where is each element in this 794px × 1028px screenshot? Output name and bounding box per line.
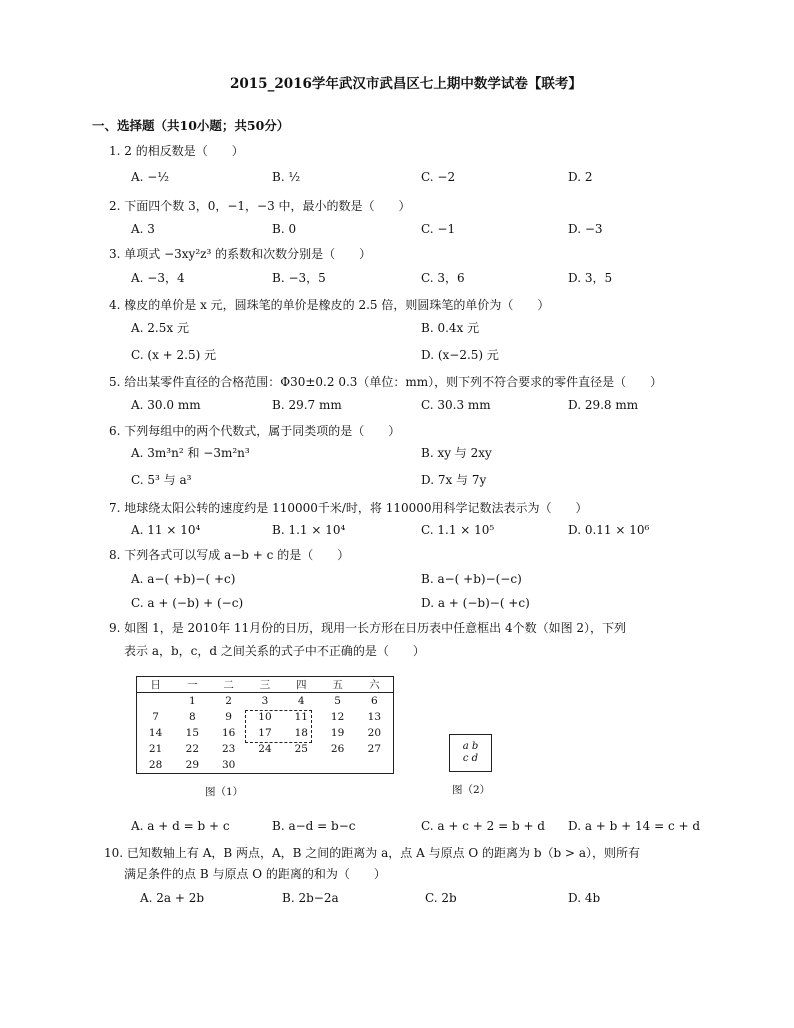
figure-1-caption: 图（1）: [205, 786, 244, 798]
question-10-option-b: B. 2b−2a: [282, 891, 339, 905]
question-10-option-a: A. 2a + 2b: [140, 891, 205, 905]
question-8-option-c: C. a + (−b) + (−c): [131, 596, 244, 610]
figure-2-row-2: c d: [462, 753, 479, 764]
calendar-cell: 5: [334, 695, 341, 707]
calendar-header: 三: [247, 677, 283, 693]
calendar-cell: 20: [367, 726, 382, 739]
calendar-cell: 21: [148, 742, 163, 755]
question-10-option-c: C. 2b: [425, 891, 457, 905]
calendar-cell: 2: [225, 695, 232, 707]
question-8-option-a: A. a−( +b)−( +c): [131, 572, 236, 586]
calendar-cell: [137, 693, 175, 710]
question-10-stem-line1: 10. 已知数轴上有 A，B 两点，A，B 之间的距离为 a，点 A 与原点 O 的距离为 b（b > a），则所有: [104, 846, 641, 860]
calendar-cell: 28: [148, 758, 163, 771]
question-10-option-d: D. 4b: [568, 891, 601, 905]
calendar-cell: 12: [330, 711, 345, 723]
calendar-cell: 15: [185, 726, 200, 739]
question-6-stem: 6. 下列每组中的两个代数式，属于同类项的是（ ）: [109, 424, 401, 438]
calendar-cell: 9: [225, 711, 232, 723]
question-5-option-d: D. 29.8 mm: [568, 398, 639, 412]
calendar-cell: [283, 757, 319, 774]
question-4-option-a: A. 2.5x 元: [131, 321, 189, 335]
question-2-option-a: A. 3: [131, 222, 155, 236]
question-4-option-b: B. 0.4x 元: [421, 321, 480, 335]
question-1-option-d: D. 2: [568, 170, 593, 184]
question-6-option-d: D. 7x 与 7y: [421, 473, 487, 487]
question-10-stem-line2: 满足条件的点 B 与原点 O 的距离的和为（ ）: [124, 867, 386, 881]
calendar-cell: 3: [261, 695, 269, 707]
question-8-stem: 8. 下列各式可以写成 a−b + c 的是（ ）: [109, 548, 350, 562]
calendar-cell: 23: [221, 742, 236, 755]
question-9-option-c: C. a + c + 2 = b + d: [421, 819, 545, 833]
calendar-header: 一: [174, 677, 210, 693]
calendar-cell: 24: [258, 742, 272, 755]
calendar-cell: 22: [185, 742, 200, 755]
question-8-option-b: B. a−( +b)−(−c): [421, 572, 522, 586]
question-9-stem-line1: 9. 如图 1，是 2010年 11月份的日历，现用一长方形在日历表中任意框出 4个数（如图 2），下列: [109, 621, 627, 635]
section-heading: 一、选择题（共10小题；共50分）: [92, 118, 290, 133]
calendar-cell: [356, 757, 394, 774]
figure-2-box: [449, 734, 492, 772]
question-4-option-d: D. (x−2.5) 元: [421, 348, 499, 362]
calendar-header: 日: [137, 677, 175, 693]
question-3-option-a: A. −3，4: [131, 271, 185, 285]
question-3-stem: 3. 单项式 −3xy²z³ 的系数和次数分别是（ ）: [109, 247, 372, 261]
question-5-option-b: B. 29.7 mm: [272, 398, 342, 412]
calendar-header: 五: [319, 677, 355, 693]
calendar-cell: [319, 757, 355, 774]
question-2-option-b: B. 0: [272, 222, 297, 236]
question-6-option-a: A. 3m³n² 和 −3m²n³: [131, 446, 250, 460]
question-3-option-d: D. 3，5: [568, 271, 613, 285]
question-3-option-b: B. −3，5: [272, 271, 326, 285]
question-7-option-a: A. 11 × 10⁴: [131, 523, 201, 537]
calendar-cell: 10: [258, 711, 272, 723]
question-5-option-c: C. 30.3 mm: [421, 398, 491, 412]
calendar-cell: 8: [188, 711, 196, 723]
question-1-stem: 1. 2 的相反数是（ ）: [109, 144, 244, 158]
question-8-option-d: D. a + (−b)−( +c): [421, 596, 530, 610]
question-9-option-a: A. a + d = b + c: [131, 819, 230, 833]
calendar-cell: 4: [297, 695, 305, 707]
question-5-stem: 5. 给出某零件直径的合格范围：Φ30±0.2 0.3（单位：mm），则下列不符合要求的零件直径是（ ）: [109, 375, 663, 389]
figure-2-row-1: a b: [462, 741, 479, 752]
question-1-option-c: C. −2: [421, 170, 456, 184]
calendar-cell: 25: [294, 742, 308, 755]
calendar-cell: 29: [185, 758, 200, 771]
calendar-row: [137, 693, 394, 710]
question-9-stem-line2: 表示 a，b，c，d 之间关系的式子中不正确的是（ ）: [124, 644, 425, 658]
question-7-option-b: B. 1.1 × 10⁴: [272, 523, 346, 537]
question-7-stem: 7. 地球绕太阳公转的速度约是 110000千米/时，将 110000用科学记数法表示为（ ）: [109, 501, 588, 515]
calendar-header: 四: [283, 677, 319, 693]
calendar-cell: 17: [258, 726, 272, 739]
calendar-header-row: [137, 677, 394, 693]
question-1-option-b: B. ½: [272, 170, 301, 184]
question-3-option-c: C. 3，6: [421, 271, 465, 285]
question-6-option-b: B. xy 与 2xy: [421, 446, 492, 460]
question-7-option-c: C. 1.1 × 10⁵: [421, 523, 495, 537]
question-4-stem: 4. 橡皮的单价是 x 元，圆珠笔的单价是橡皮的 2.5 倍，则圆珠笔的单价为（ ）: [109, 298, 550, 312]
calendar-cell: 11: [294, 711, 308, 723]
question-1-option-a: A. −½: [131, 170, 169, 184]
calendar-cell: 18: [294, 726, 308, 739]
figure-2-caption: 图（2）: [452, 784, 491, 796]
page-title: 2015_2016学年武汉市武昌区七上期中数学试卷【联考】: [230, 76, 582, 92]
calendar-cell: [247, 757, 283, 774]
calendar-header: 二: [210, 677, 246, 693]
question-9-option-b: B. a−d = b−c: [272, 819, 356, 833]
calendar-cell: 14: [148, 726, 163, 739]
question-2-stem: 2. 下面四个数 3，0，−1，−3 中，最小的数是（ ）: [109, 199, 411, 213]
calendar-cell: 6: [371, 695, 378, 707]
calendar-cell: 19: [330, 726, 345, 739]
calendar-cell: 27: [367, 742, 382, 755]
question-2-option-d: D. −3: [568, 222, 603, 236]
question-2-option-c: C. −1: [421, 222, 456, 236]
question-6-option-c: C. 5³ 与 a³: [131, 473, 192, 487]
calendar-cell: 13: [367, 711, 382, 723]
calendar-cell: 16: [221, 726, 236, 739]
calendar-row: [137, 741, 394, 757]
calendar-cell: 7: [152, 711, 159, 723]
question-9-option-d: D. a + b + 14 = c + d: [568, 819, 701, 833]
calendar-cell: 30: [221, 758, 236, 771]
calendar-cell: 26: [330, 742, 345, 755]
question-7-option-d: D. 0.11 × 10⁶: [568, 523, 650, 537]
question-4-option-c: C. (x + 2.5) 元: [131, 348, 217, 362]
calendar-row: [137, 757, 394, 774]
calendar-cell: 1: [188, 695, 196, 707]
dashed-selection-box: [245, 710, 312, 743]
calendar-header: 六: [356, 677, 394, 693]
question-5-option-a: A. 30.0 mm: [131, 398, 201, 412]
